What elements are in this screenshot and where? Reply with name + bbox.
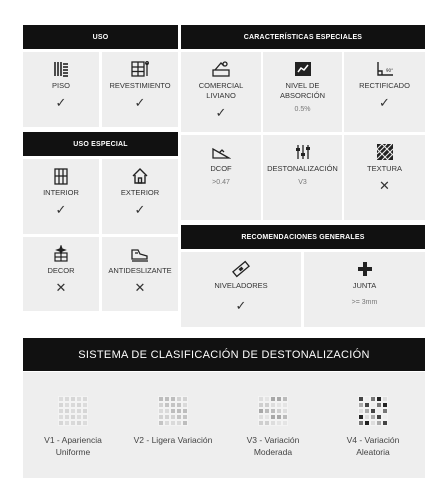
feature-nivel-absorcion [263, 52, 342, 132]
uso-especial-header: USO ESPECIAL [23, 132, 178, 156]
feature-rectificado [344, 52, 425, 132]
house-icon [131, 167, 149, 185]
feature-niveladores [181, 252, 301, 327]
feature-piso [23, 52, 99, 127]
feature-comercial-liviano [181, 52, 261, 132]
v4-tile-grid-icon [358, 396, 388, 426]
level-v4 [323, 396, 423, 458]
check-icon: ✓ [215, 105, 227, 120]
commercial-icon [211, 60, 231, 78]
level-v3 [223, 396, 323, 458]
cross-icon: ✕ [55, 280, 67, 295]
plus-joint-icon [356, 260, 374, 278]
sistema-title: SISTEMA DE CLASIFICACIÓN DE DESTONALIZACIÓN [23, 338, 425, 371]
feature-label: INTERIOR [43, 188, 79, 197]
feature-label: DECOR [47, 266, 75, 275]
recomendaciones-header: RECOMENDACIONES GENERALES [181, 225, 425, 249]
feature-label: NIVELADORES [214, 281, 268, 290]
cross-icon: ✕ [379, 178, 390, 193]
wall-tiles-icon [130, 60, 150, 78]
door-icon [52, 167, 70, 185]
svg-text:90°: 90° [385, 68, 393, 73]
shoe-icon [130, 245, 150, 263]
check-icon: ✓ [235, 298, 247, 313]
feature-label: PISO [52, 81, 70, 90]
level-label: V1 - Apariencia Uniforme [44, 435, 102, 457]
absorption-chart-icon [294, 60, 312, 78]
feature-value: >= 3mm [351, 299, 378, 306]
feature-junta [304, 252, 425, 327]
feature-label: COMERCIAL LIVIANO [198, 81, 244, 100]
slope-icon [211, 143, 231, 161]
feature-interior [23, 159, 99, 234]
level-v1 [23, 396, 123, 458]
rectified-angle-icon [375, 60, 395, 78]
feature-label: DCOF [210, 164, 232, 173]
feature-label: RECTIFICADO [359, 81, 410, 90]
floor-tiles-icon [52, 60, 70, 78]
feature-revestimiento [102, 52, 178, 127]
v2-tile-grid-icon [158, 396, 188, 426]
feature-label: DESTONALIZACIÓN [267, 164, 338, 173]
feature-decor [23, 237, 99, 311]
level-label: V2 - Ligera Variación [133, 435, 213, 445]
feature-exterior [102, 159, 178, 234]
check-icon: ✓ [134, 202, 146, 217]
caracteristicas-header: CARACTERÍSTICAS ESPECIALES [181, 25, 425, 49]
feature-dcof [181, 135, 261, 220]
sliders-icon [294, 143, 312, 161]
feature-label: EXTERIOR [120, 188, 160, 197]
level-label: V3 - Variación Moderada [246, 435, 300, 457]
feature-label: NIVEL DE ABSORCIÓN [279, 81, 325, 100]
check-icon: ✓ [379, 95, 390, 110]
check-icon: ✓ [55, 202, 67, 217]
v1-tile-grid-icon [58, 396, 88, 426]
feature-value: 0.5% [294, 106, 311, 113]
feature-textura [344, 135, 425, 220]
tile-cell [282, 420, 288, 426]
feature-label: REVESTIMIENTO [109, 81, 171, 90]
feature-value: V3 [298, 179, 307, 186]
sparkle-tile-icon [52, 245, 70, 263]
cross-icon: ✕ [134, 280, 146, 295]
feature-label: JUNTA [352, 281, 377, 290]
tile-cell [382, 420, 388, 426]
tile-cell [182, 420, 188, 426]
tile-cell [82, 420, 88, 426]
uso-header: USO [23, 25, 178, 49]
feature-label: TEXTURA [366, 164, 402, 173]
feature-label: ANTIDESLIZANTE [108, 266, 172, 275]
feature-antideslizante [102, 237, 178, 311]
level-v2 [123, 396, 223, 446]
v3-tile-grid-icon [258, 396, 288, 426]
check-icon: ✓ [55, 95, 67, 110]
leveler-icon [231, 260, 251, 278]
feature-destonalizacion [263, 135, 342, 220]
variation-levels-panel [23, 372, 425, 478]
feature-value: >0.47 [212, 179, 230, 186]
level-label: V4 - Variación Aleatoria [346, 435, 400, 457]
texture-icon [376, 143, 394, 161]
check-icon: ✓ [134, 95, 146, 110]
